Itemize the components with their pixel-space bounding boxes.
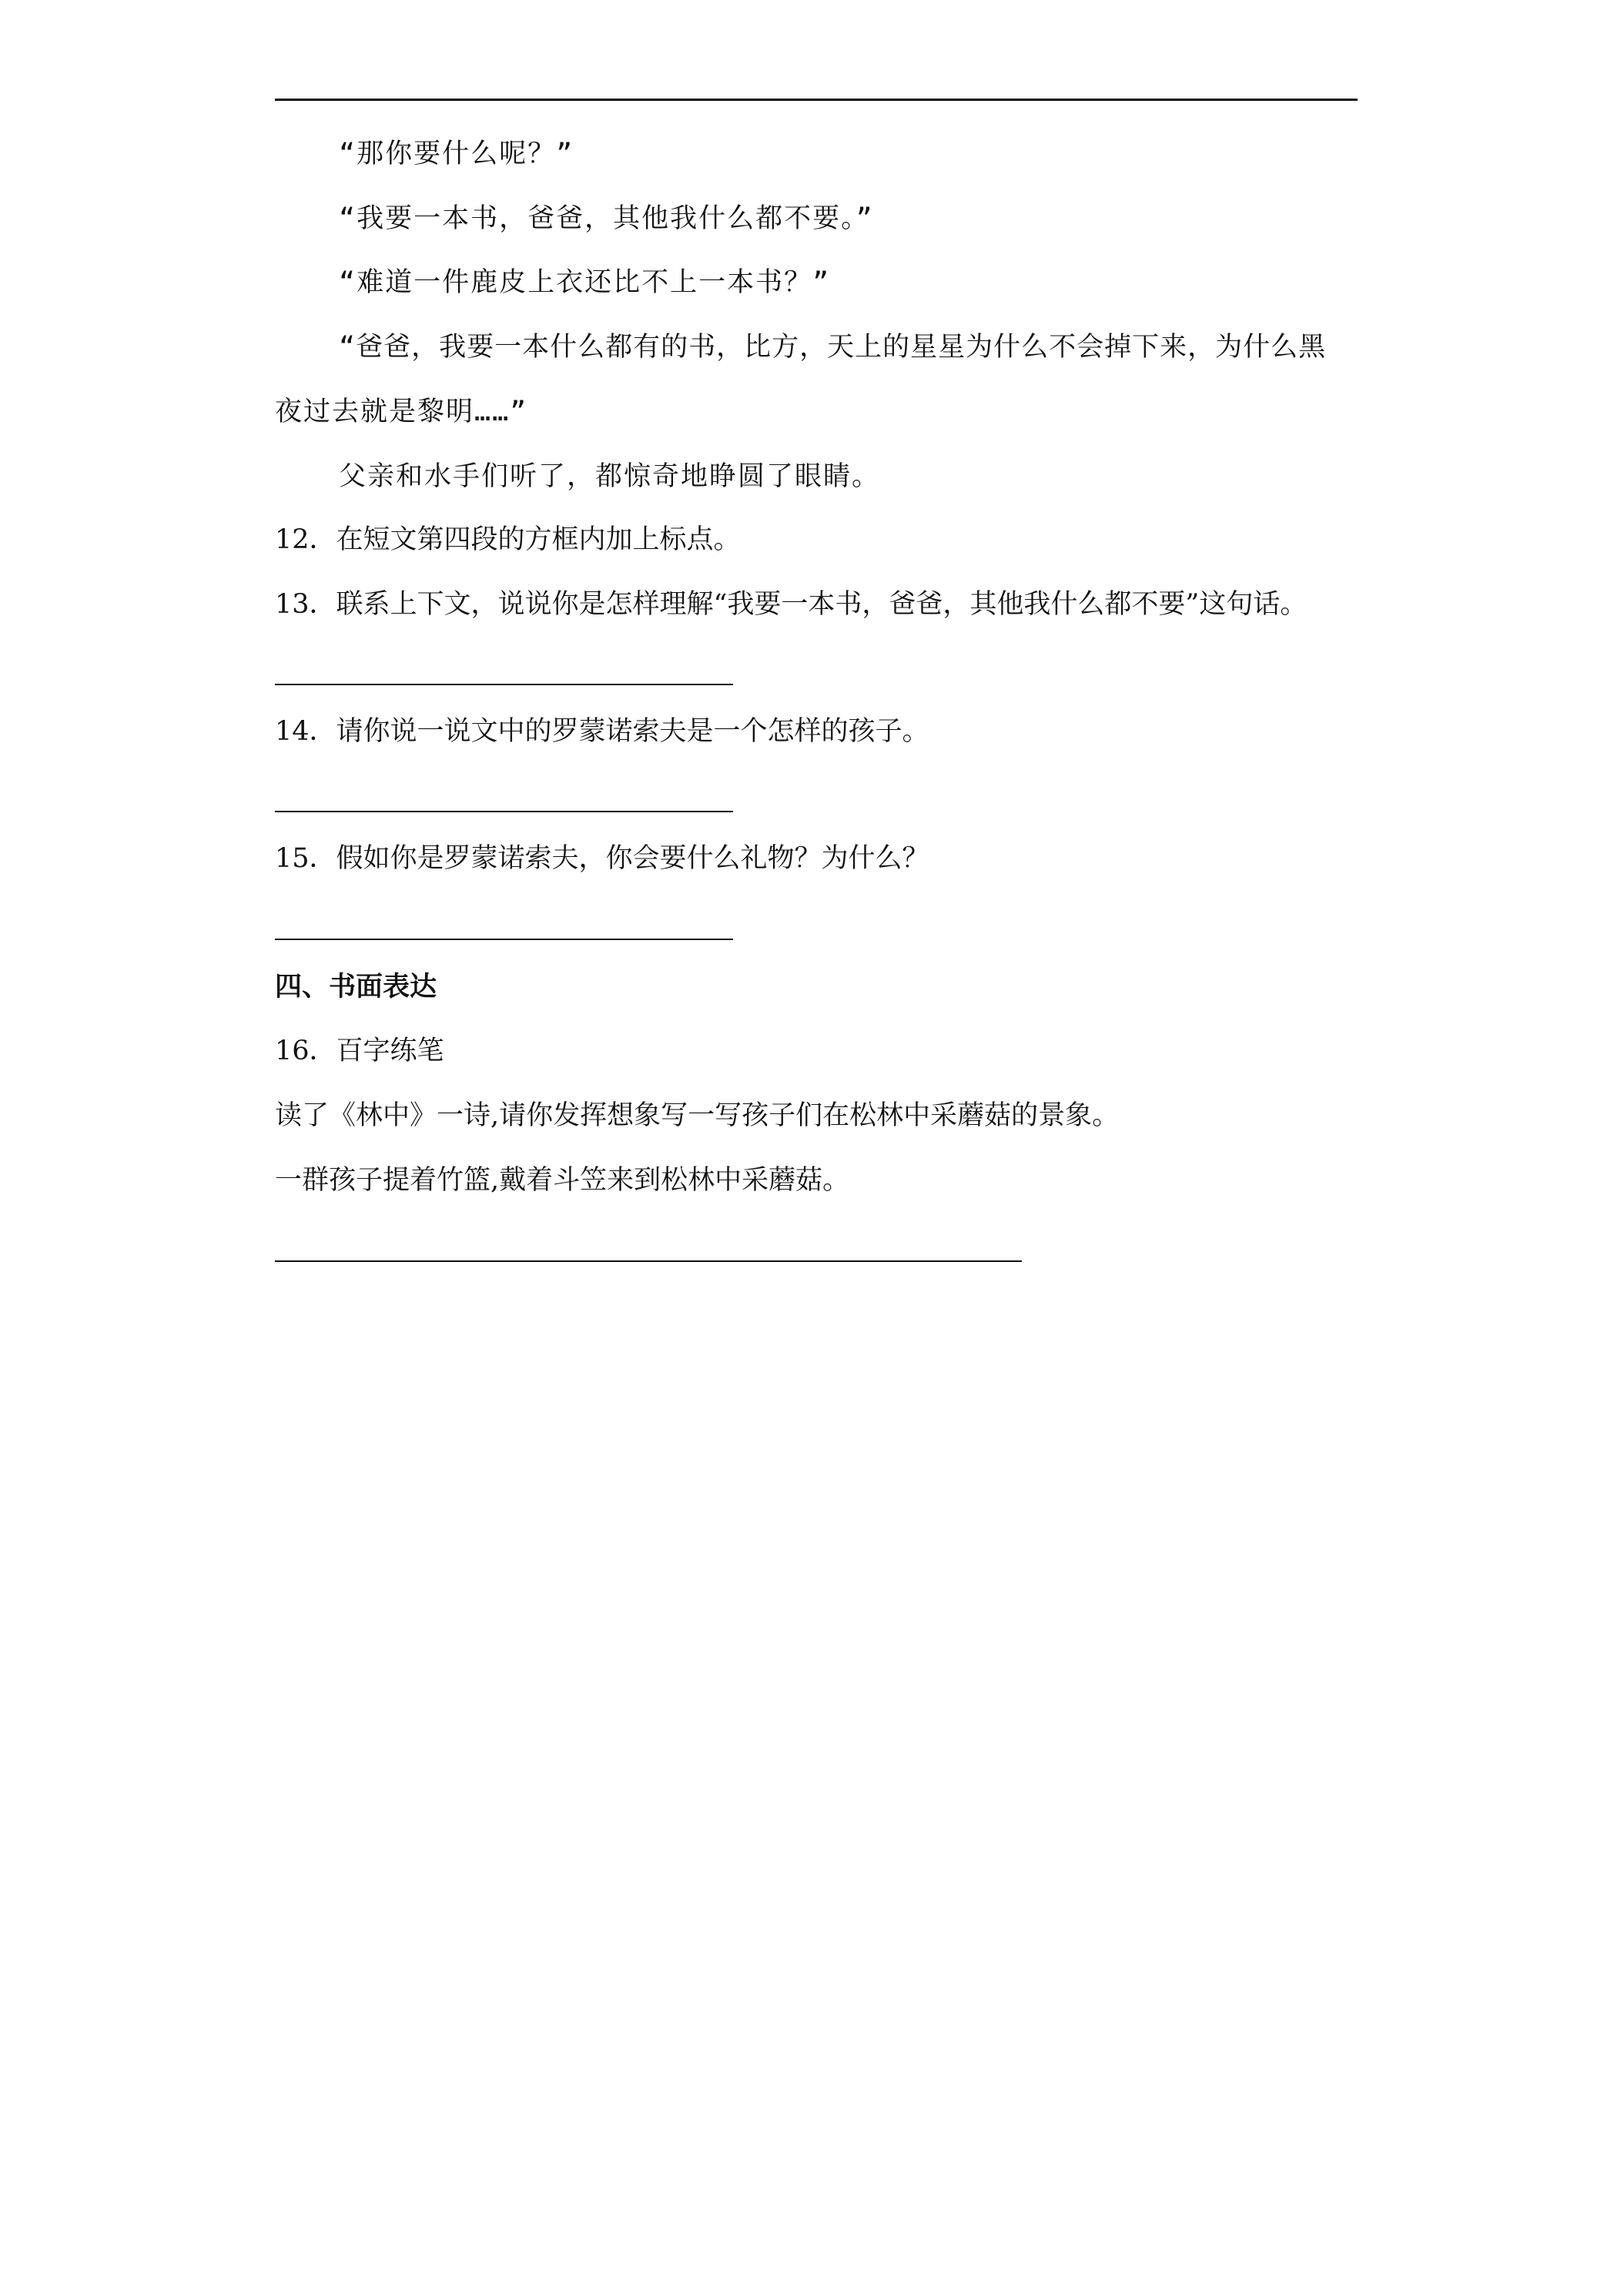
section-heading: 四、书面表达 bbox=[275, 972, 437, 1002]
answer-line-16[interactable] bbox=[275, 1260, 1022, 1262]
story-line-2: “我要一本书，爸爸，其他我什么都不要。” bbox=[339, 203, 874, 234]
story-line-4: “爸爸，我要一本什么都有的书，比方，天上的星星为什么不会掉下来，为什么黑 bbox=[339, 332, 1327, 363]
question-14: 14．请你说一说文中的罗蒙诺索夫是一个怎样的孩子。 bbox=[275, 716, 929, 747]
question-13: 13．联系上下文，说说你是怎样理解“我要一本书，爸爸，其他我什么都不要”这句话。 bbox=[275, 589, 1308, 620]
question-15: 15．假如你是罗蒙诺索夫，你会要什么礼物？为什么？ bbox=[275, 843, 929, 874]
writing-prompt: 读了《林中》一诗,请你发挥想象写一写孩子们在松林中采蘑菇的景象。 bbox=[275, 1100, 1120, 1131]
story-line-6: 父亲和水手们听了，都惊奇地睁圆了眼睛。 bbox=[339, 461, 881, 492]
story-line-3: “难道一件鹿皮上衣还比不上一本书？” bbox=[339, 267, 831, 298]
question-12: 12．在短文第四段的方框内加上标点。 bbox=[275, 524, 741, 555]
story-line-1: “那你要什么呢？” bbox=[339, 139, 574, 169]
question-16: 16．百字练笔 bbox=[275, 1036, 444, 1066]
answer-line-15[interactable] bbox=[275, 939, 733, 940]
answer-line-14[interactable] bbox=[275, 811, 733, 812]
story-line-5: 夜过去就是黎明……” bbox=[275, 397, 528, 427]
header-rule bbox=[275, 99, 1358, 101]
answer-line-13[interactable] bbox=[275, 684, 733, 685]
writing-opening-sentence: 一群孩子提着竹篮,戴着斗笠来到松林中采蘑菇。 bbox=[275, 1165, 850, 1196]
